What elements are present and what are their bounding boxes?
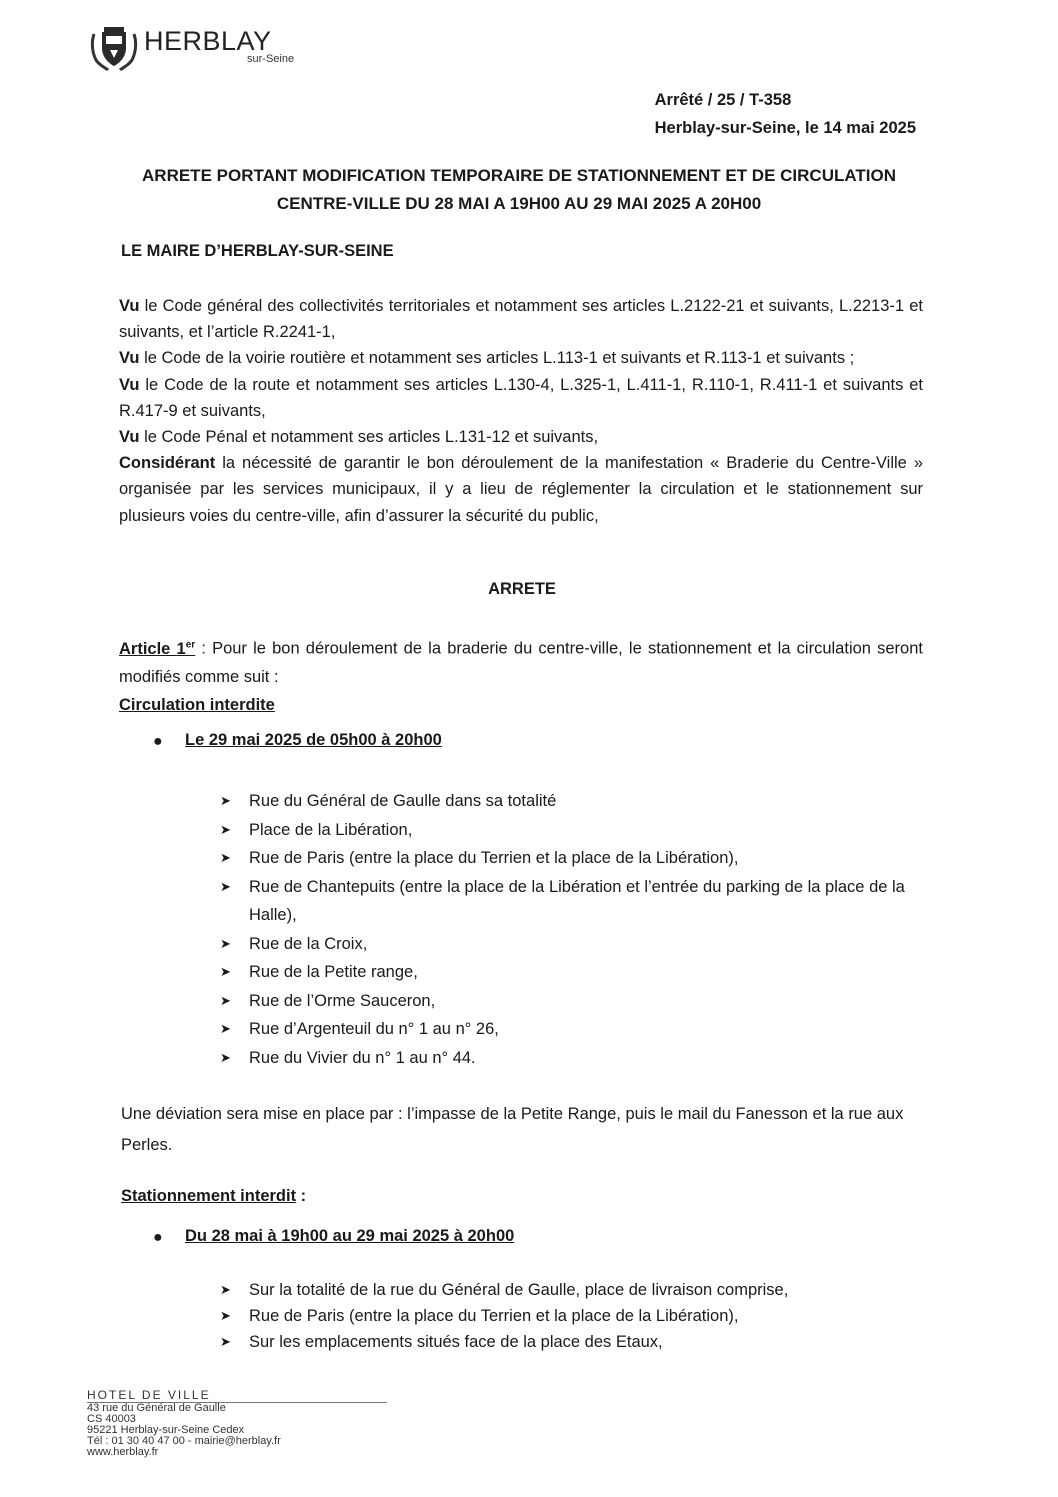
article-1-text: : Pour le bon déroulement de la braderie du centre-ville, le stationnement et la circulation seront modifiés comme suit : — [119, 639, 923, 686]
street-text: Rue de Paris (entre la place du Terrien et la place de la Libération), — [249, 849, 739, 867]
arrow-icon: ➤ — [220, 1021, 231, 1036]
street-text: Rue de la Petite range, — [249, 963, 418, 981]
circulation-heading: Circulation interdite — [119, 695, 275, 714]
stationnement-period: Du 28 mai à 19h00 au 29 mai 2025 à 20h00 — [185, 1227, 515, 1245]
list-item — [220, 844, 924, 873]
article-1-sup: er — [185, 639, 196, 650]
title-line-1: ARRETE PORTANT MODIFICATION TEMPORAIRE DE STATIONNEMENT ET DE CIRCULATION — [142, 166, 896, 185]
street-text: Rue de Chantepuits (entre la place de la Libération et l’entrée du parking de la place de la Halle), — [249, 877, 905, 924]
place-text: Rue de Paris (entre la place du Terrien et la place de la Libération), — [249, 1307, 739, 1325]
article-1-label — [119, 640, 195, 658]
arrow-icon: ➤ — [220, 878, 231, 894]
list-item — [220, 1044, 924, 1073]
arrow-icon: ➤ — [220, 793, 231, 808]
logo-name: HERBLAY — [144, 26, 272, 56]
stationnement-heading-suffix: : — [296, 1187, 307, 1205]
street-text: Rue d’Argenteuil du n° 1 au n° 26, — [249, 1020, 499, 1038]
arrow-icon: ➤ — [220, 821, 231, 837]
visa-paragraph — [119, 293, 923, 345]
visa-paragraph — [119, 372, 923, 424]
visa-lead: Vu — [119, 349, 140, 368]
visa-text: le Code général des collectivités territoriales et notamment ses articles L.2122-21 et suivants, L.2213-1 et suivants, et l’article R.2241-1, — [119, 297, 923, 342]
arrow-icon: ➤ — [220, 1334, 231, 1349]
visa-text: le Code Pénal et notamment ses articles L.131-12 et suivants, — [139, 428, 599, 447]
street-text: Rue du Vivier du n° 1 au n° 44. — [249, 1048, 476, 1067]
visa-text: le Code de la voirie routière et notamment ses articles L.113-1 et suivants et R.113-1 et suivants ; — [139, 349, 855, 368]
decree-number: Arrêté / 25 / T-358 — [654, 91, 792, 109]
visas-section — [119, 293, 923, 529]
visa-lead: Vu — [119, 375, 140, 394]
place-and-date: Herblay-sur-Seine, le 14 mai 2025 — [654, 119, 916, 137]
list-item — [220, 958, 924, 987]
city-crest-icon — [88, 26, 140, 72]
considerant-text: la nécessité de garantir le bon déroulement de la manifestation « Braderie du Centre-Ville » organisée par les services municipaux, il y a lieu de réglementer la circulation et le stationnement sur plusieurs voies du centre-ville, afin d’assurer la sécurité du public, — [119, 454, 923, 525]
street-text: Place de la Libération, — [249, 820, 413, 839]
footer-line: 95221 Herblay-sur-Seine Cedex — [87, 1424, 245, 1436]
stationnement-heading — [121, 1187, 306, 1206]
herblay-logo — [88, 26, 294, 72]
bullet-icon: ● — [153, 1229, 163, 1246]
list-item — [220, 787, 924, 816]
visa-text: le Code de la route et notamment ses articles L.130-4, L.325-1, L.411-1, R.110-1, R.411-1 et suivants et R.417-9 et suivants, — [119, 375, 923, 420]
article-1-paragraph — [119, 631, 923, 691]
arrow-icon: ➤ — [220, 1049, 231, 1065]
article-1-label-text: Article 1 — [119, 639, 186, 658]
considerant-paragraph — [119, 450, 923, 529]
place-text: Sur les emplacements situés face de la place des Etaux, — [249, 1333, 663, 1351]
footer-line: CS 40003 — [87, 1413, 136, 1425]
place-text: Sur la totalité de la rue du Général de Gaulle, place de livraison comprise, — [249, 1281, 789, 1299]
visa-paragraph — [119, 345, 923, 371]
arrow-icon: ➤ — [220, 992, 231, 1008]
considerant-lead: Considérant — [119, 454, 216, 473]
list-item — [220, 1015, 924, 1044]
title-line-2: CENTRE-VILLE DU 28 MAI A 19H00 AU 29 MAI 2025 A 20H00 — [276, 194, 762, 213]
list-item — [220, 1329, 924, 1355]
footer-title: HOTEL DE VILLE — [87, 1390, 387, 1403]
stationnement-places-list — [220, 1277, 924, 1355]
arrow-icon: ➤ — [220, 964, 231, 979]
article-1 — [119, 631, 923, 719]
footer-line: www.herblay.fr — [87, 1446, 159, 1458]
footer-address — [87, 1390, 387, 1458]
deviation-paragraph: Une déviation sera mise en place par : l’impasse de la Petite Range, puis le mail du Fanesson et la rue aux Perles. — [121, 1105, 904, 1154]
list-item — [220, 816, 924, 845]
arrow-icon: ➤ — [220, 1308, 231, 1323]
list-item — [220, 987, 924, 1016]
arrete-heading: ARRETE — [488, 580, 556, 598]
list-item — [220, 1303, 924, 1329]
circulation-streets-list — [220, 787, 924, 1072]
arrow-icon: ➤ — [220, 850, 231, 865]
visa-lead: Vu — [119, 428, 140, 447]
arrow-icon: ➤ — [220, 935, 231, 951]
street-text: Rue de l’Orme Sauceron, — [249, 991, 436, 1010]
list-item — [220, 873, 924, 930]
bullet-icon: ● — [153, 733, 163, 750]
street-text: Rue de la Croix, — [249, 934, 368, 953]
logo-subtitle: sur-Seine — [247, 53, 295, 65]
list-item — [220, 930, 924, 959]
decree-reference — [655, 86, 916, 142]
circulation-period: Le 29 mai 2025 de 05h00 à 20h00 — [185, 731, 442, 749]
footer-line: Tél : 01 30 40 47 00 - mairie@herblay.fr — [87, 1435, 281, 1447]
mayor-heading: LE MAIRE D’HERBLAY-SUR-SEINE — [121, 242, 394, 260]
list-item — [220, 1277, 924, 1303]
arrow-icon: ➤ — [220, 1282, 231, 1297]
footer-line: 43 rue du Général de Gaulle — [87, 1402, 226, 1414]
stationnement-heading-text: Stationnement interdit — [121, 1187, 297, 1205]
decree-title — [100, 162, 938, 218]
visa-paragraph — [119, 424, 923, 450]
visa-lead: Vu — [119, 297, 140, 315]
street-text: Rue du Général de Gaulle dans sa totalité — [249, 792, 557, 810]
